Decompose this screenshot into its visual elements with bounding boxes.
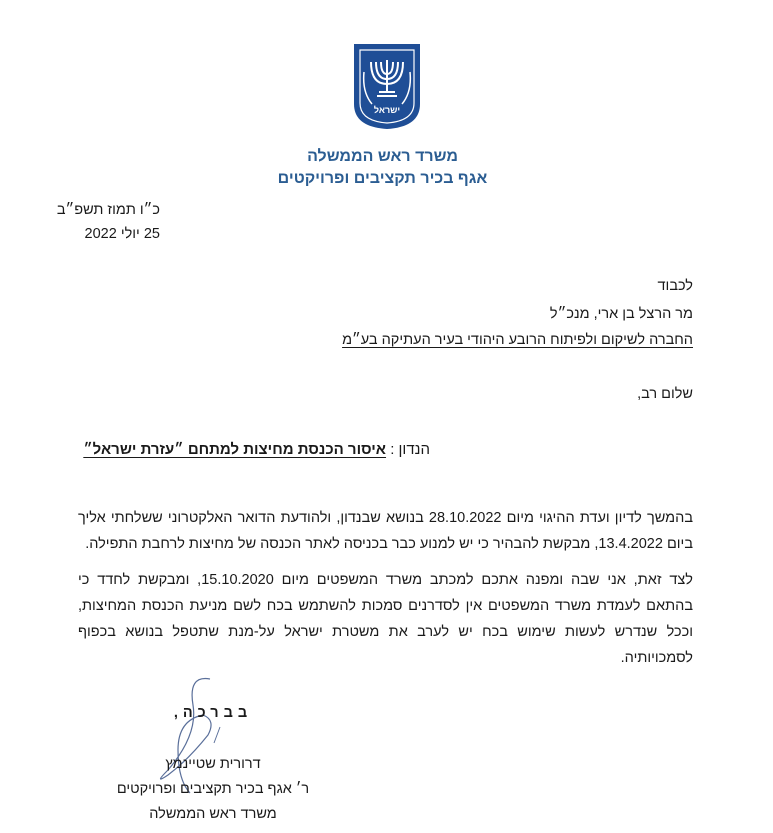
recipient-salutation: לכבוד — [657, 278, 693, 294]
signer-title: ר׳ אגף בכיר תקציבים ופרויקטים — [116, 781, 310, 797]
body-paragraph-2: לצד זאת, אני שבה ומפנה אתכם למכתב משרד המשפטים מיום 15.10.2020, ומבקשת לחדד כי בהתאם לעמדת משרד המשפטים אין לסדרנים סמכות להשתמש בכח לשם מניעת הכנסת המחיצות, וככל שנדרש לעשות שימוש בכח יש לערב את משטרת ישראל על-מנת שתטפל בנושא בכפוף לסמכויותיה. — [78, 572, 693, 666]
recipient-name: מר הרצל בן ארי, מנכ״ל — [549, 306, 693, 322]
signer-office: משרד ראש הממשלה — [149, 806, 277, 822]
subject-line — [83, 441, 430, 458]
closing-regards: בברכה, — [173, 705, 253, 721]
greeting: שלום רב, — [637, 386, 693, 402]
date-hebrew: כ״ו תמוז תשפ״ב — [56, 202, 160, 218]
state-emblem — [352, 42, 422, 130]
letterhead-office: משרד ראש הממשלה — [307, 148, 458, 165]
closing-block — [78, 701, 348, 833]
subject-label: הנדון : — [390, 441, 430, 458]
signer-name: דרורית שטיינמץ — [165, 756, 261, 772]
letterhead-division: אגף בכיר תקציבים ופרויקטים — [277, 170, 488, 187]
letter-body — [78, 505, 693, 833]
emblem-caption: ישראל — [373, 105, 401, 115]
date-gregorian: 25 יולי 2022 — [84, 226, 160, 242]
recipient-organization: החברה לשיקום ולפיתוח הרובע היהודי בעיר העתיקה בע״מ — [342, 332, 693, 348]
body-paragraph-1: בהמשך לדיון ועדת ההיגוי מיום 28.10.2022 בנושא שבנדון, ולהודעת הדואר האלקטרוני ששלחתי אליך ביום 13.4.2022, מבקשת להבהיר כי יש למנוע כבר בכניסה לאתר הכנסה של מחיצות לרחבת התפילה. — [78, 510, 693, 552]
subject-text: איסור הכנסת מחיצות למתחם ״עזרת ישראל״ — [83, 441, 387, 458]
